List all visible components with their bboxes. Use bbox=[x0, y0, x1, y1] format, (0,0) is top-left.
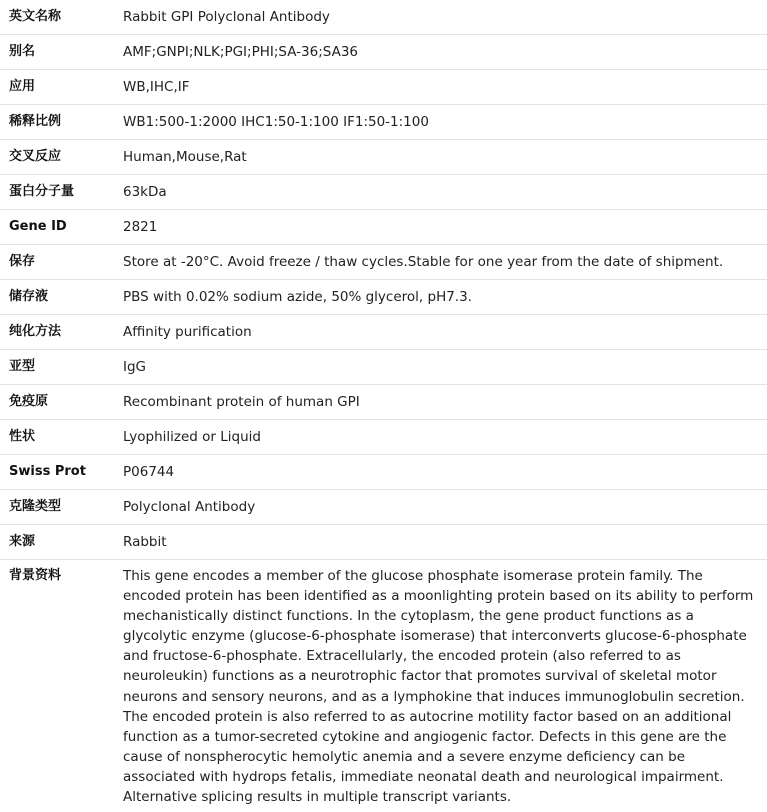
spec-row-application bbox=[0, 70, 767, 105]
spec-row-purification bbox=[0, 315, 767, 350]
spec-value: WB,IHC,IF bbox=[123, 70, 767, 105]
spec-label: Gene ID bbox=[0, 210, 123, 245]
spec-row-host bbox=[0, 525, 767, 560]
spec-row-dilution bbox=[0, 105, 767, 140]
spec-row-swiss-prot bbox=[0, 455, 767, 490]
spec-row-storage bbox=[0, 245, 767, 280]
spec-value: WB1:500-1:2000 IHC1:50-1:100 IF1:50-1:100 bbox=[123, 105, 767, 140]
spec-label: 免疫原 bbox=[0, 385, 123, 420]
spec-value: Rabbit bbox=[123, 525, 767, 560]
background-label: 背景资料 bbox=[9, 568, 62, 583]
spec-row-isotype bbox=[0, 350, 767, 385]
spec-row-english-name bbox=[0, 0, 767, 35]
spec-row-form bbox=[0, 420, 767, 455]
spec-label: 克隆类型 bbox=[0, 490, 123, 525]
spec-row-immunogen bbox=[0, 385, 767, 420]
spec-value: 63kDa bbox=[123, 175, 767, 210]
spec-label: 蛋白分子量 bbox=[0, 175, 123, 210]
spec-value: P06744 bbox=[123, 455, 767, 490]
spec-label: 亚型 bbox=[0, 350, 123, 385]
spec-value: Polyclonal Antibody bbox=[123, 490, 767, 525]
spec-label: 交叉反应 bbox=[0, 140, 123, 175]
spec-label: 保存 bbox=[0, 245, 123, 280]
spec-label: 应用 bbox=[0, 70, 123, 105]
spec-value: Rabbit GPI Polyclonal Antibody bbox=[123, 0, 767, 35]
spec-row-clonality bbox=[0, 490, 767, 525]
spec-row-alias bbox=[0, 35, 767, 70]
spec-label: 性状 bbox=[0, 420, 123, 455]
spec-label: Swiss Prot bbox=[0, 455, 123, 490]
spec-value: PBS with 0.02% sodium azide, 50% glycerol, pH7.3. bbox=[123, 280, 767, 315]
spec-value: Human,Mouse,Rat bbox=[123, 140, 767, 175]
spec-label: 稀释比例 bbox=[0, 105, 123, 140]
spec-value: Affinity purification bbox=[123, 315, 767, 350]
spec-value: Lyophilized or Liquid bbox=[123, 420, 767, 455]
spec-value: AMF;GNPI;NLK;PGI;PHI;SA-36;SA36 bbox=[123, 35, 767, 70]
spec-label: 储存液 bbox=[0, 280, 123, 315]
spec-row-buffer bbox=[0, 280, 767, 315]
spec-value: Store at -20°C. Avoid freeze / thaw cycles.Stable for one year from the date of shipment. bbox=[123, 245, 767, 280]
spec-row-background bbox=[0, 560, 767, 808]
background-text: This gene encodes a member of the glucose phosphate isomerase protein family. The encoded protein has been identified as a moonlighting protein based on its ability to perform mechanistically distinct functions. In the cytoplasm, the gene product functions as a glycolytic enzyme (glucose-6-phosphate isomerase) that interconverts glucose-6-phosphate and fructose-6-phosphate. Extracellularly, the encoded protein (also referred to as neuroleukin) functions as a neurotrophic factor that promotes survival of skeletal motor neurons and sensory neurons, and as a lymphokine that induces immunoglobulin secretion. The encoded protein is also referred to as autocrine motility factor based on an additional function as a tumor-secreted cytokine and angiogenic factor. Defects in this gene are the cause of nonspherocytic hemolytic anemia and a severe enzyme deficiency can be associated with hydrops fetalis, immediate neonatal death and neurological impairment. Alternative splicing results in multiple transcript variants. bbox=[123, 568, 754, 806]
spec-label: 别名 bbox=[0, 35, 123, 70]
spec-value: Recombinant protein of human GPI bbox=[123, 385, 767, 420]
spec-row-gene-id bbox=[0, 210, 767, 245]
spec-row-molecular-weight bbox=[0, 175, 767, 210]
spec-label: 来源 bbox=[0, 525, 123, 560]
spec-label: 英文名称 bbox=[0, 0, 123, 35]
spec-value: 2821 bbox=[123, 210, 767, 245]
spec-value: IgG bbox=[123, 350, 767, 385]
spec-label: 纯化方法 bbox=[0, 315, 123, 350]
spec-row-reactivity bbox=[0, 140, 767, 175]
